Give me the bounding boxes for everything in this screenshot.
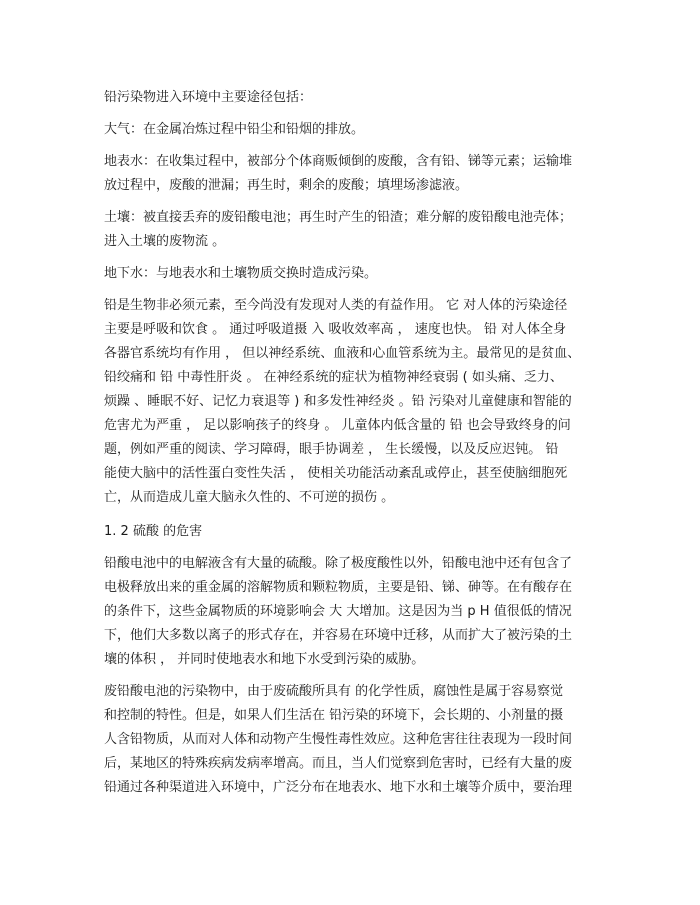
- text-line: 壤的体积 ， 并同时使地表水和地下水受到污染的威胁。: [104, 652, 425, 667]
- text-line: 废铅酸电池的污染物中，由于废硫酸所具有 的化学性质，腐蚀性是属于容易察觉: [104, 684, 564, 699]
- text-line: 主要是呼吸和饮食 。 通过呼吸道摄 入 吸收效率高 ， 速度也快。 铅 对人体全身: [104, 322, 567, 337]
- text-line: 地下水：与地表水和土壤物质交换时造成污染。: [104, 266, 378, 281]
- text-line: 铅是生物非必须元素，至今尚没有发现对人类的有益作用。 它 对人体的污染途径: [104, 298, 568, 313]
- text-line: 铅酸电池中的电解液含有大量的硫酸。除了极度酸性以外，铅酸电池中还有包含了: [104, 556, 573, 571]
- text-line: 后，某地区的特殊疾病发病率增高。而且，当人们觉察到危害时，已经有大量的废: [104, 756, 573, 771]
- text-line: 的条件下，这些金属物质的环境影响会 大 大增加。这是因为当 p H 值很低的情况: [104, 604, 572, 619]
- text-line: 大气：在金属冶炼过程中铅尘和铅烟的排放。: [104, 122, 365, 137]
- text-line: 能使大脑中的活性蛋白变性失活 ， 使相关功能活动紊乱或停止，甚至使脑细胞死: [104, 466, 568, 481]
- paragraph-soil: [104, 206, 604, 254]
- text-line: 铅绞痛和 铅 中毒性肝炎 。 在神经系统的症状为植物神经衰弱 ( 如头痛、乏力、: [104, 370, 563, 385]
- text-line: 放过程中，废酸的泄漏；再生时，剩余的废酸；填埋场渗滤液。: [104, 178, 469, 193]
- text-line: 烦躁 、睡眠不好、记忆力衰退等 ) 和多发性神经炎 。铅 污染对儿童健康和智能的: [104, 394, 572, 409]
- paragraph-electrolyte: [104, 552, 604, 672]
- text-line: 题，例如严重的阅读、学习障碍，眼手协调差 ， 生长缓慢，以及反应迟钝。 铅: [104, 442, 559, 457]
- text-line: 亡，从而造成儿童大脑永久性的、不可逆的损伤 。: [104, 490, 395, 505]
- text-line: 地表水：在收集过程中，被部分个体商贩倾倒的废酸，含有铅、锑等元素；运输堆: [104, 154, 573, 169]
- paragraph-lead-health: [104, 294, 604, 510]
- paragraph-air: [104, 118, 604, 142]
- text-line: 1. 2 硫酸 的危害: [104, 524, 203, 539]
- text-line: 土壤：被直接丢弃的废铅酸电池；再生时产生的铅渣；难分解的废铅酸电池壳体；: [104, 210, 573, 225]
- paragraph-surface-water: [104, 150, 604, 198]
- text-line: 危害尤为严重 ， 足以影响孩子的终身 。 儿童体内低含量的 铅 也会导致终身的问: [104, 418, 571, 433]
- text-line: 各器官系统均有作用 ， 但以神经系统、血液和心血管系统为主。最常见的是贫血、: [104, 346, 581, 361]
- paragraph-pollutant-effects: [104, 680, 604, 800]
- text-line: 人含铅物质，从而对人体和动物产生慢性毒性效应。这种危害往往表现为一段时间: [104, 732, 573, 747]
- section-heading-sulfuric-acid: [104, 520, 604, 544]
- text-line: 铅污染物进入环境中主要途径包括：: [104, 90, 313, 105]
- text-line: 和控制的特性。但是，如果人们生活在 铅污染的环境下，会长期的、小剂量的摄: [104, 708, 564, 723]
- text-line: 铅通过各种渠道进入环境中，广泛分布在地表水、地下水和土壤等介质中，要治理: [104, 780, 573, 795]
- text-line: 下，他们大多数以离子的形式存在，并容易在环境中迁移，从而扩大了被污染的土: [104, 628, 573, 643]
- text-line: 进入土壤的废物流 。: [104, 234, 226, 249]
- text-line: 电极释放出来的重金属的溶解物质和颗粒物质，主要是铅、锑、砷等。在有酸存在: [104, 580, 573, 595]
- paragraph-intro: [104, 86, 604, 110]
- paragraph-groundwater: [104, 262, 604, 286]
